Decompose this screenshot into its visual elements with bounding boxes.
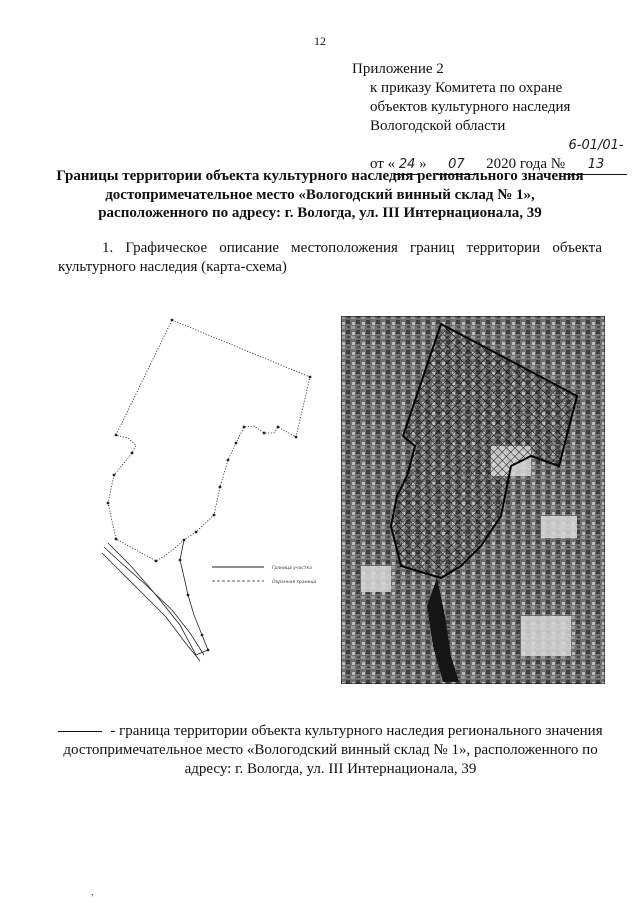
footer-mark: , (91, 887, 94, 897)
appendix-order-line: Вологодской области (370, 118, 506, 134)
page-number: 12 (314, 34, 326, 48)
section-1-text: 1. Графическое описание местоположения границ территории объекта культурного наследия (карта-схема) (58, 240, 602, 275)
appendix-order-line: к приказу Комитета по охране (370, 80, 563, 96)
legend-caption-text: - граница территории объекта культурного наследия регионального значения достопримечательное место «Вологодский винный склад № 1», расположенного по адресу: г. Вологда, ул. III Интернационала, 39 (63, 723, 603, 777)
title-line: достопримечательное место «Вологодский винный склад № 1», (105, 186, 535, 203)
legend-dashed-label: Охранная граница (272, 580, 317, 585)
date-year-text: 2020 года № (486, 156, 566, 172)
date-mid: » (419, 156, 427, 172)
boundary-line (102, 553, 200, 661)
appendix-number: Приложение 2 (352, 61, 444, 77)
boundary-line (104, 547, 204, 655)
boundary-line (108, 320, 310, 561)
appendix-order-line: объектов культурного наследия (370, 99, 571, 115)
title-line: расположенного по адресу: г. Вологда, ул. III Интернационала, 39 (98, 205, 542, 221)
boundary-scheme (96, 315, 336, 665)
order-number: 6-01/01-13 (565, 136, 627, 175)
aerial-photo (341, 316, 605, 684)
vertex-points (107, 319, 312, 652)
legend-solid-label: Граница участка (272, 566, 312, 571)
date-prefix: от « (370, 156, 396, 172)
appendix-header (352, 60, 627, 175)
title-line: Границы территории объекта культурного наследия регионального значения (56, 168, 584, 184)
legend-line-sample (58, 731, 102, 732)
legend-caption (58, 722, 603, 779)
date-month: 07 (436, 155, 476, 175)
document-title (40, 167, 600, 223)
date-day: 24 (395, 155, 419, 175)
